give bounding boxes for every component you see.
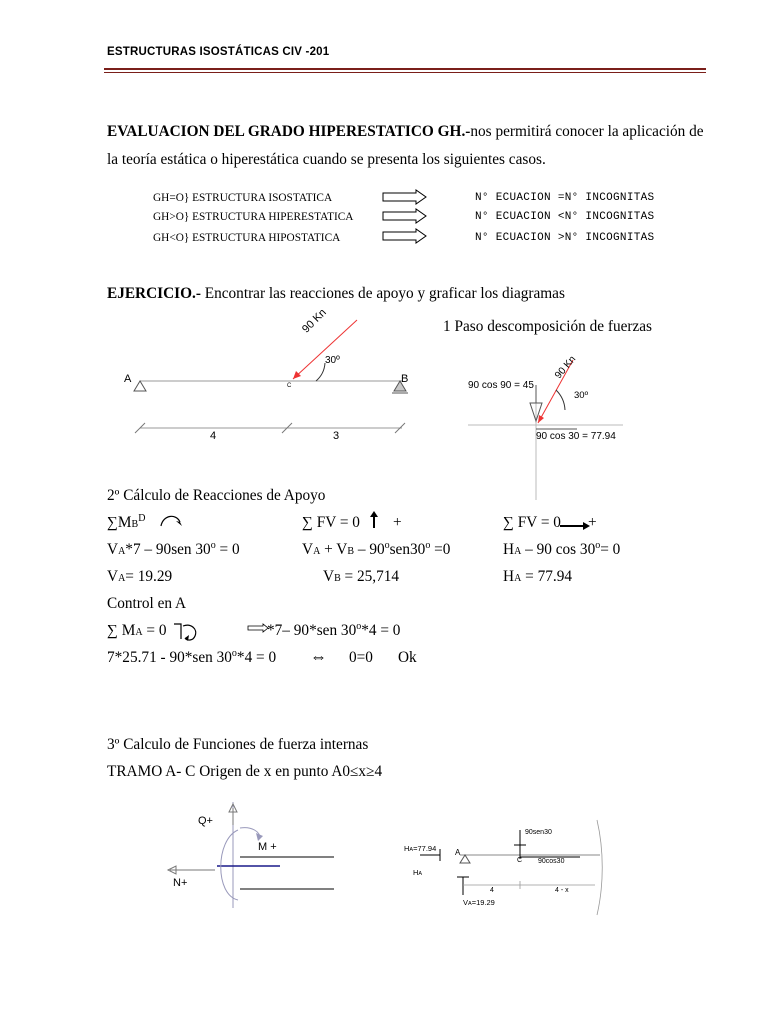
moment-a-equation [267,622,400,640]
right-arrow-icon [560,521,590,531]
reactions-title: 2º Cálculo de Reacciones de Apoyo [107,487,326,504]
moment-b-label [107,514,145,532]
intro-bold: EVALUACION DEL GRADO HIPERESTATICO GH.- [107,123,471,140]
eq1a-sub: A [118,546,126,557]
tramo-line: TRAMO A- C Origen de x en punto A0≤x≥4 [107,763,383,780]
control-title: Control en A [107,595,187,612]
fb-ha-val-end: =77.94 [413,844,437,853]
check-equation [107,649,276,667]
check-zero: 0=0 [349,649,373,666]
res-c-sub: A [514,573,522,584]
mb-lead: ∑M [107,514,132,531]
eq1c-sub: A [514,546,522,557]
exercise-bold: EJERCICIO.- [107,285,201,302]
sign-convention-diagram [160,800,350,910]
fb-va-sub: A [468,901,472,907]
ma-sub: A [135,627,143,638]
case-arrows [382,190,432,246]
beam-dim-1: 4 [210,430,217,442]
eq1b-rest: – 90 [354,541,385,558]
eq1c-sup: o [595,539,601,551]
decomp-force-label: 90 Kn [553,353,579,382]
eq1a-sup: o [210,539,216,551]
moment-clockwise-icon [171,621,201,643]
fb-va-end: =19.29 [471,898,495,907]
pin-support-icon [460,855,470,863]
res-c-val: = 77.94 [521,568,572,585]
step1-title: 1 Paso descomposición de fuerzas [443,318,653,335]
ma-lead: ∑ M [107,622,136,639]
eq1a-v: V [107,541,119,558]
fb-hcos: 90cos30 [538,858,565,865]
beam-label-b: B [401,373,409,385]
res-a-val: = 19.29 [125,568,173,585]
mb-sup: D [138,512,146,524]
intro-text-1: nos permitirá conocer la aplicación de [470,123,704,140]
eq1a-end: = 0 [215,541,240,558]
beam-angle-label: 30º [325,355,340,366]
fb-ha-value [404,844,436,853]
double-arrow-icon [383,190,426,204]
res-b-v: V [323,568,335,585]
free-body-diagram [400,815,610,920]
double-arrow-icon [383,209,426,223]
fb-va [463,898,495,907]
equation-horizontal [503,541,620,559]
intro-line-2: la teoría estática o hiperestática cuando se presenta los siguientes casos. [107,151,546,168]
eq1b-sub1: A [313,546,321,557]
fb-label-a: A [455,848,461,857]
eq1b-rest2: sen30 [389,541,426,558]
beam-dim-2: 3 [333,430,340,442]
sign-q-label: Q+ [198,815,213,827]
fb-vsen: 90sen30 [525,829,552,836]
pin-support-icon [134,381,146,391]
check-sup: o [231,647,237,659]
fb-dim-4: 4 [490,887,494,894]
fb-label-c: C [517,857,523,864]
iff-symbol: ⇔ [310,647,327,666]
case-left-1: GH>O} ESTRUCTURA HIPERESTATICA [153,211,354,223]
internal-title: 3º Calculo de Funciones de fuerza internas [107,736,369,753]
case-left-0: GH=O} ESTRUCTURA ISOSTATICA [153,192,333,204]
header-rule-thin [104,72,706,73]
check-end: *4 = 0 [236,649,277,666]
up-arrow-icon [369,511,379,529]
sign-n-label: N+ [173,877,188,889]
fv-plus: + [393,514,402,531]
fb-ha-val-sub: A [409,847,414,853]
check-ok: Ok [398,649,417,666]
eq1c-rest: – 90 cos 30 [521,541,596,558]
equation-vertical [302,541,450,559]
check-lead: 7*25.71 - 90*sen 30 [107,649,232,666]
ma-val: = 0 [142,622,167,639]
case-right-2: N° ECUACION >N° INCOGNITAS [475,232,655,244]
eq1b-sup: o [384,539,390,551]
fb-ha-sub: A [418,871,423,877]
small-double-arrow-icon [247,624,269,634]
decomposition-diagram [465,345,625,505]
decomp-angle-label: 30º [574,390,589,401]
case-right-0: N° ECUACION =N° INCOGNITAS [475,192,655,204]
decomp-vertical-label: 90 cos 90 = 45 [468,380,534,391]
ma-eq-sup: o [356,620,362,632]
eq1b-v1: V [302,541,314,558]
result-ha [503,568,572,586]
ma-eq: *7– 90*sen 30 [267,622,357,639]
intro-line-1 [107,123,704,141]
res-b-val: = 25,714 [340,568,400,585]
res-a-v: V [107,568,119,585]
beam-label-c: C [287,383,292,389]
moment-a-label [107,622,167,640]
beam-label-a: A [124,373,132,385]
eq1b-sup2: o [425,539,431,551]
moment-rotation-icon [158,513,186,529]
exercise-text: Encontrar las reacciones de apoyo y graficar los diagramas [200,285,565,302]
beam-force-label: 90 Kn [300,306,329,336]
ma-eq-end: *4 = 0 [361,622,401,639]
res-b-sub: B [334,573,341,584]
fh-label: ∑ FV = 0 [503,514,561,531]
eq1c-end: = 0 [600,541,621,558]
header-rule [104,68,706,70]
eq1b-mid: + V [320,541,348,558]
eq1a-rest: *7 – 90sen 30 [125,541,211,558]
decomp-horizontal-label: 90 cos 30 = 77.94 [536,431,616,442]
case-right-1: N° ECUACION <N° INCOGNITAS [475,211,655,223]
fb-dim-4x: 4 - x [555,887,569,894]
fb-ha-val: H [404,844,410,853]
eq1b-sub2: B [347,546,355,557]
page-header: ESTRUCTURAS ISOSTÁTICAS CIV -201 [107,46,330,58]
eq1c-h: H [503,541,515,558]
fb-va-v: V [463,898,469,907]
equation-moment [107,541,240,559]
beam-diagram [120,315,420,445]
result-va [107,568,172,586]
fh-plus: + [588,514,597,531]
fv-label: ∑ FV = 0 [302,514,360,531]
case-left-2: GH<O} ESTRUCTURA HIPOSTATICA [153,232,341,244]
fb-ha [413,868,422,877]
double-arrow-icon [383,229,426,243]
res-c-h: H [503,568,515,585]
exercise-line [107,285,565,303]
fb-ha-h: H [413,868,419,877]
res-a-sub: A [118,573,126,584]
sign-m-label: M + [258,841,277,853]
eq1b-end: =0 [430,541,451,558]
result-vb [323,568,399,586]
mb-sub: B [131,519,139,530]
